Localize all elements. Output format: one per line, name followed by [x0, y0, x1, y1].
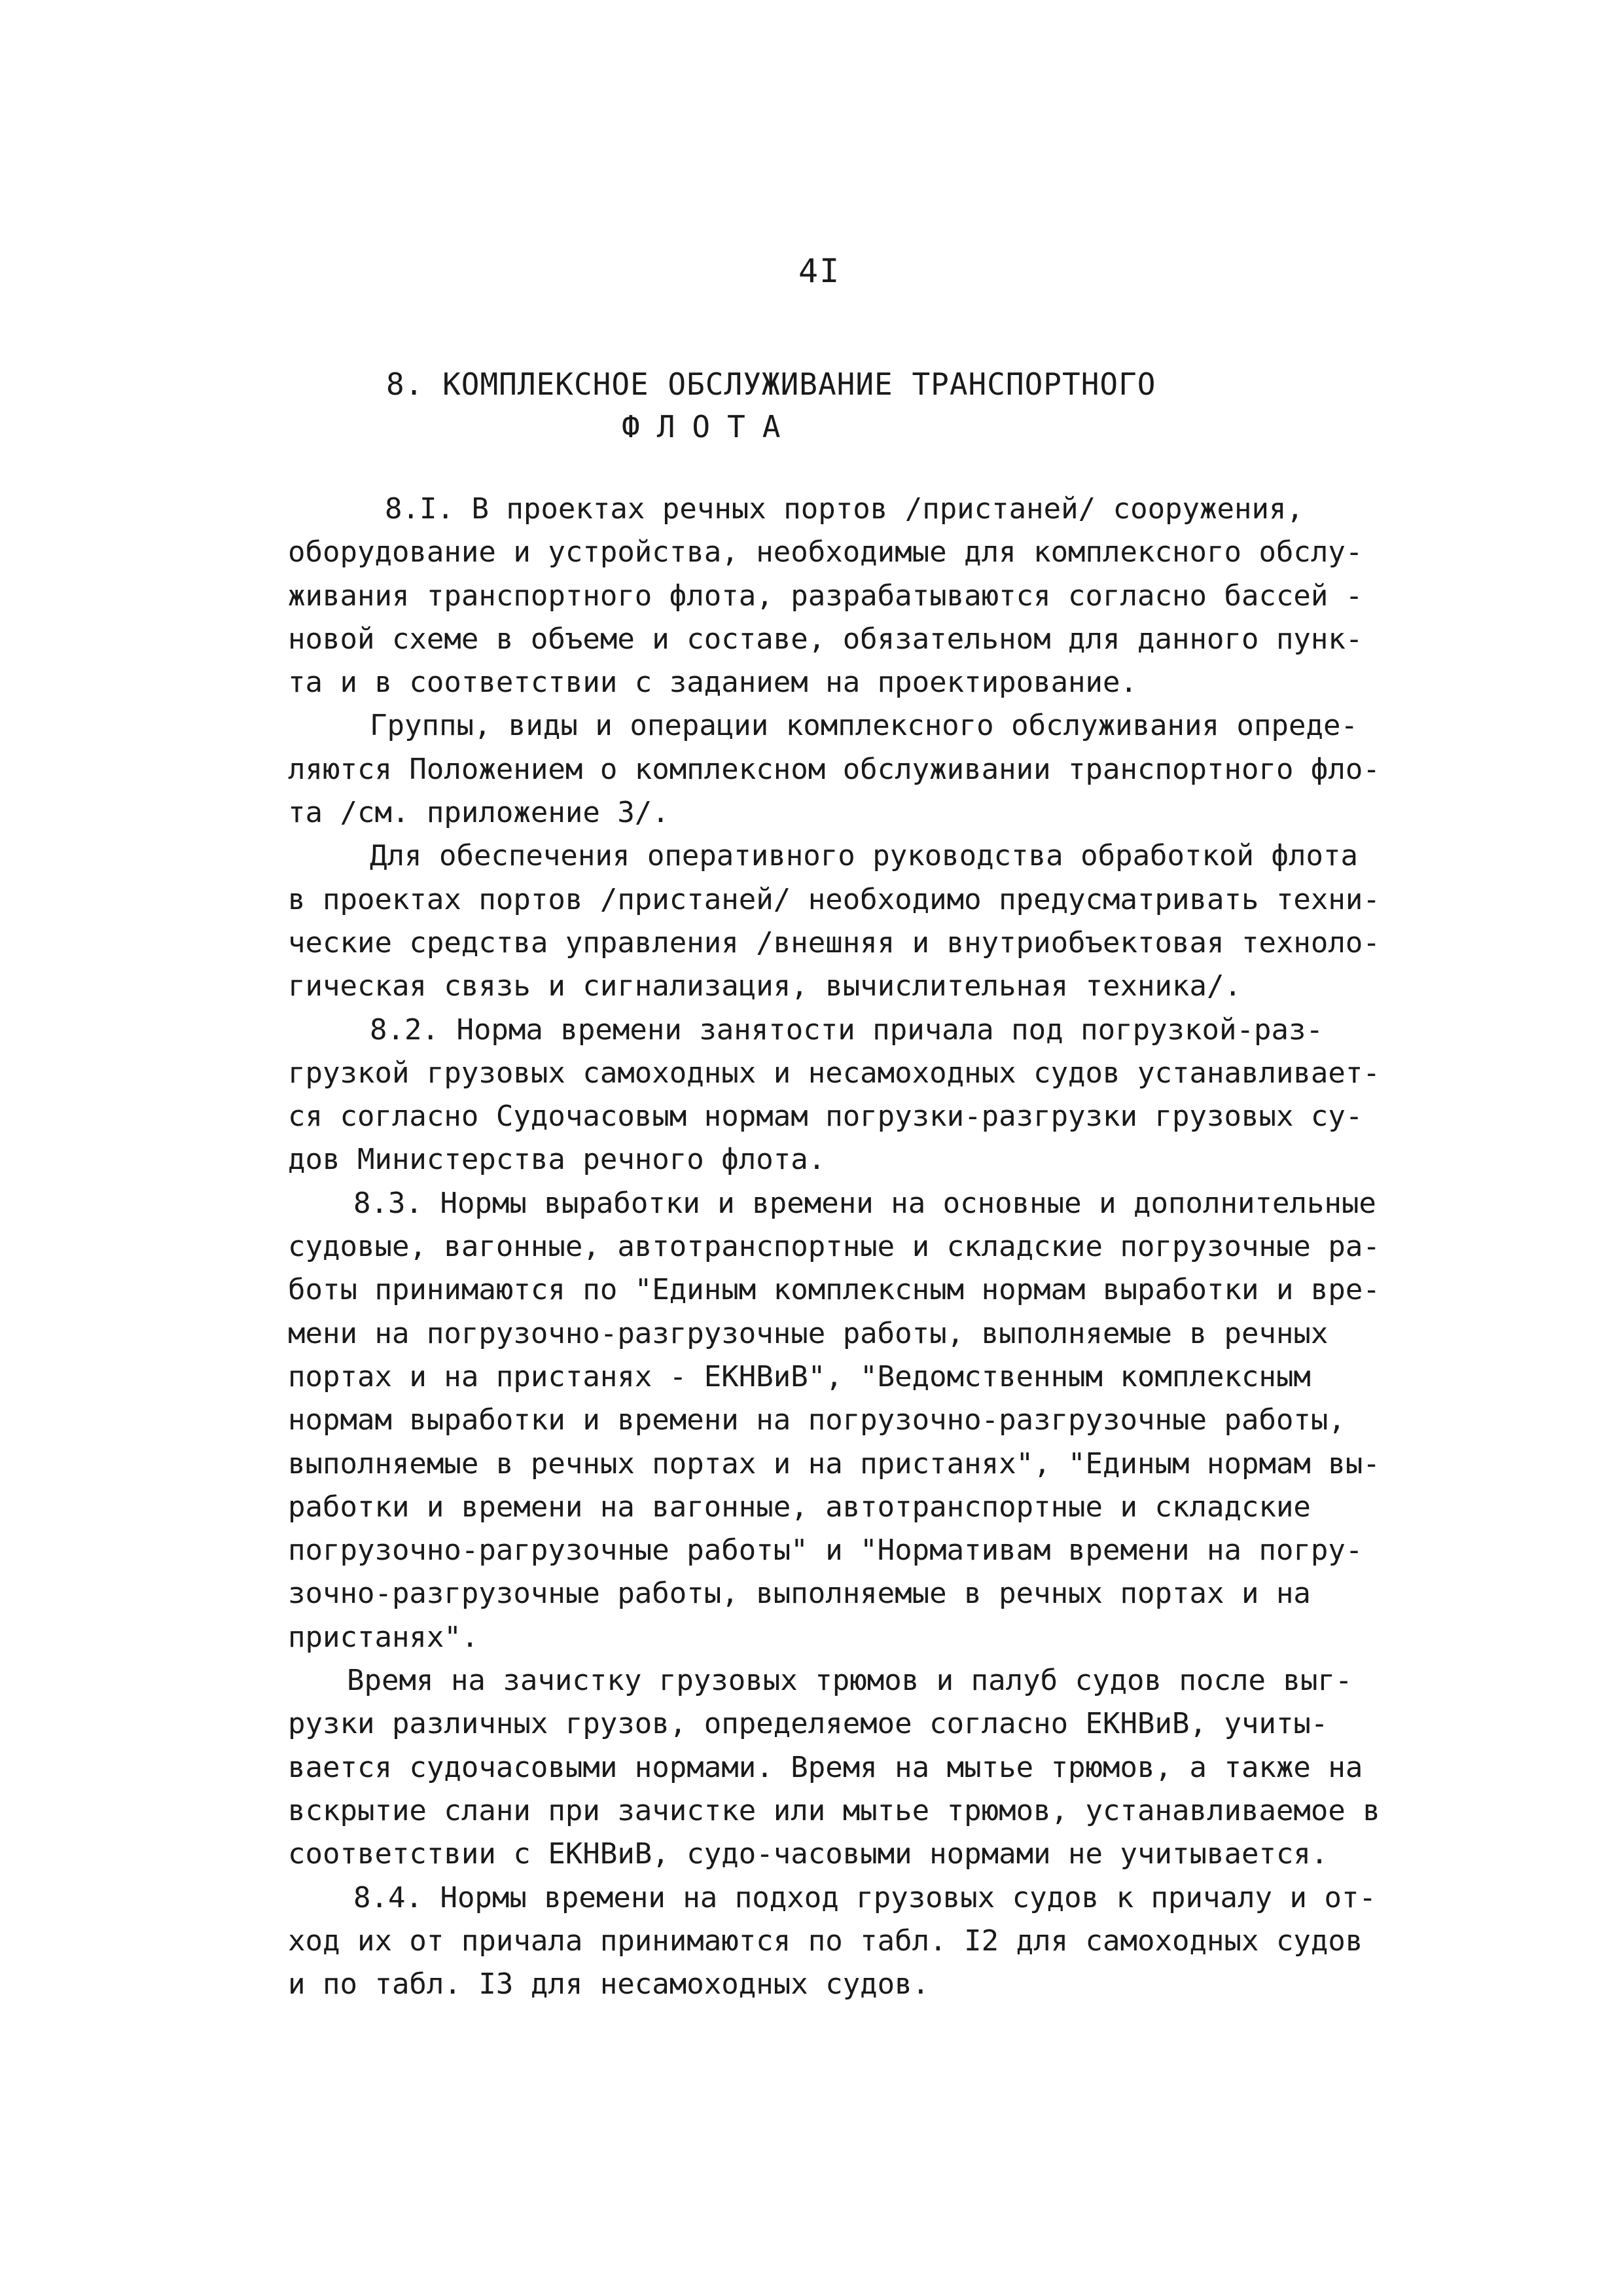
text-line: в проектах портов /пристаней/ необходимо предусматривать техни- — [288, 882, 1380, 916]
text-line: живания транспортного флота, разрабатываются согласно бассей - — [288, 579, 1363, 613]
text-line: грузкой грузовых самоходных и несамоходных судов устанавливает- — [288, 1056, 1380, 1090]
section-heading: 8. КОМПЛЕКСНОЕ ОБСЛУЖИВАНИЕ ТРАНСПОРТНОГО — [386, 367, 1156, 402]
section-heading-continuation: ФЛОТА — [622, 409, 798, 444]
text-line: 8.3. Нормы выработки и времени на основные и дополнительные — [353, 1186, 1376, 1220]
text-line: 8.I. В проектах речных портов /пристаней/ сооружения, — [385, 492, 1304, 526]
body-text — [288, 488, 1414, 2006]
page-number: 4I — [798, 252, 841, 290]
text-line: боты принимаются по "Единым комплексным нормам выработки и вре- — [288, 1273, 1380, 1307]
text-line: ся согласно Судочасовым нормам погрузки-разгрузки грузовых су- — [288, 1100, 1363, 1134]
text-line: мени на погрузочно-разгрузочные работы, выполняемые в речных — [288, 1316, 1329, 1350]
text-line: дов Министерства речного флота. — [288, 1143, 826, 1177]
text-line: работки и времени на вагонные, автотранспортные и складские — [288, 1490, 1311, 1524]
text-line: та и в соответствии с заданием на проектирование. — [288, 666, 1138, 700]
text-line: вскрытие слани при зачистке или мытье трюмов, устанавливаемое в — [288, 1793, 1380, 1827]
text-line: ляются Положением о комплексном обслуживании транспортного фло- — [288, 752, 1380, 786]
text-line: рузки различных грузов, определяемое согласно ЕКНВиВ, учиты- — [288, 1707, 1329, 1741]
text-line: оборудование и устройства, необходимые для комплексного обслу- — [288, 535, 1363, 569]
text-line: и по табл. I3 для несамоходных судов. — [288, 1967, 930, 2001]
text-line: та /см. приложение 3/. — [288, 796, 669, 830]
text-line: нормам выработки и времени на погрузочно-разгрузочные работы, — [288, 1403, 1346, 1437]
text-line: Время на зачистку грузовых трюмов и палуб судов после выг- — [347, 1664, 1353, 1698]
text-line: новой схеме в объеме и составе, обязательном для данного пунк- — [288, 622, 1363, 656]
text-line: портах и на пристанях - ЕКНВиВ", "Ведомственным комплексным — [288, 1359, 1311, 1393]
text-line: ход их от причала принимаются по табл. I2 для самоходных судов — [288, 1924, 1363, 1958]
text-line: судовые, вагонные, автотранспортные и складские погрузочные ра- — [288, 1230, 1380, 1264]
text-line: Группы, виды и операции комплексного обслуживания опреде- — [370, 709, 1358, 743]
text-line: Для обеспечения оперативного руководства обработкой флота — [370, 839, 1358, 873]
text-line: вается судочасовыми нормами. Время на мытье трюмов, а также на — [288, 1750, 1363, 1784]
text-line: погрузочно-рагрузочные работы" и "Нормативам времени на погру- — [288, 1534, 1363, 1568]
text-line: 8.2. Норма времени занятости причала под погрузкой-раз- — [370, 1013, 1323, 1047]
text-line: 8.4. Нормы времени на подход грузовых судов к причалу и от- — [353, 1880, 1376, 1914]
text-line: соответствии с ЕКНВиВ, судо-часовыми нормами не учитывается. — [288, 1837, 1329, 1871]
text-line: гическая связь и сигнализация, вычислительная техника/. — [288, 969, 1241, 1003]
text-line: выполняемые в речных портах и на пристанях", "Единым нормам вы- — [288, 1446, 1380, 1480]
text-line: ческие средства управления /внешняя и внутриобъектовая техноло- — [288, 925, 1380, 960]
text-line: пристанях". — [288, 1620, 479, 1654]
text-line: зочно-разгрузочные работы, выполняемые в речных портах и на — [288, 1577, 1311, 1611]
